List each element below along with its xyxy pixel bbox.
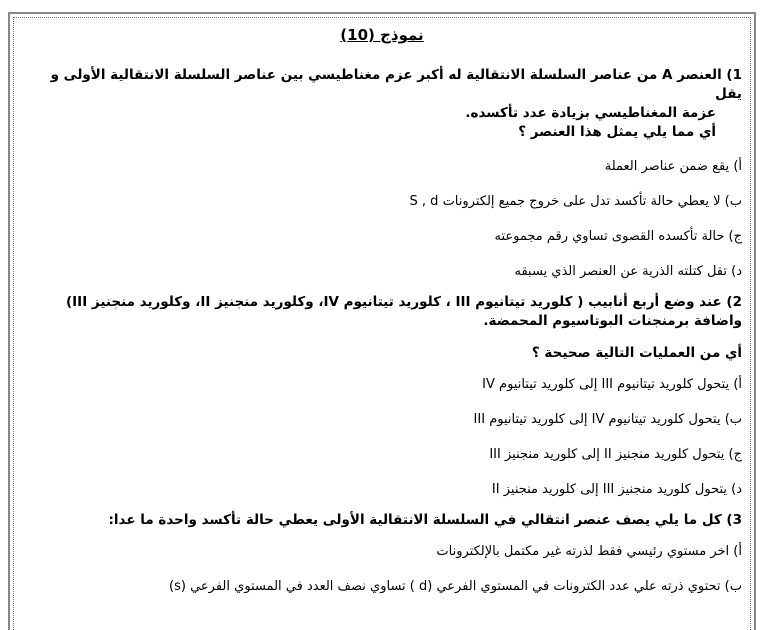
q2-option-d: د) يتحول كلوريد منجنيز III إلى كلوريد منجنيز II bbox=[491, 482, 742, 497]
q1-option-a: أ) يقع ضمن عناصر العملة bbox=[604, 159, 742, 174]
question-2-line-2: واضافة برمنجنات البوتاسيوم المحمضة. bbox=[483, 313, 742, 329]
question-2-line-1: 2) عند وضع أربع أنابيب ( كلوريد تيتانيوم III ، كلوريد تيتانيوم IV، وكلوريد منجنيز II، وكلوريد منجنيز III) bbox=[65, 294, 742, 310]
question-2-prompt: أي من العمليات التالية صحيحة ؟ bbox=[531, 345, 742, 361]
q2-option-b: ب) يتحول كلوريد تيتانيوم IV إلى كلوريد تيتانيوم III bbox=[473, 412, 742, 427]
q1-option-c: ج) حالة تأكسده القصوى تساوي رقم مجموعته bbox=[494, 229, 742, 244]
model-title: نموذج (10) bbox=[340, 26, 424, 44]
q2-option-c: ج) يتحول كلوريد منجنيز II إلى كلوريد منجنيز III bbox=[489, 447, 742, 462]
question-1-line-2: عزمة المغناطيسي بزيادة عدد تأكسده. bbox=[465, 105, 716, 121]
question-1-line-1: 1) العنصر A من عناصر السلسلة الانتقالية له أكبر عزم مغناطيسي بين عناصر السلسلة الانتقالية الأولى و يقل bbox=[50, 67, 742, 102]
question-1-prompt: أي مما يلي يمثل هذا العنصر ؟ bbox=[518, 124, 716, 140]
question-2 bbox=[22, 293, 742, 331]
q3-option-b: ب) تحتوي ذرته علي عدد الكترونات في المستوي الفرعي (d ) تساوي نصف العدد في المستوي الفرعي (s) bbox=[169, 579, 742, 594]
q3-option-a: أ) اخر مستوي رئيسي فقط لذرته غير مكتمل بالإلكترونات bbox=[436, 544, 742, 559]
exam-page bbox=[22, 26, 742, 595]
q2-option-a: أ) يتحول كلوريد تيتانيوم III إلى كلوريد تيتانيوم IV bbox=[482, 377, 742, 392]
question-3: 3) كل ما يلي يصف عنصر انتقالي في السلسلة الانتقالية الأولى يعطي حالة تأكسد واحدة ما عدا: bbox=[108, 512, 742, 528]
q1-option-b: ب) لا يعطي حالة تأكسد تدل على خروج جميع إلكترونات S , d bbox=[409, 194, 742, 209]
question-1 bbox=[22, 66, 742, 142]
q1-option-d: د) تقل كتلته الذرية عن العنصر الذي يسبقه bbox=[514, 264, 742, 279]
